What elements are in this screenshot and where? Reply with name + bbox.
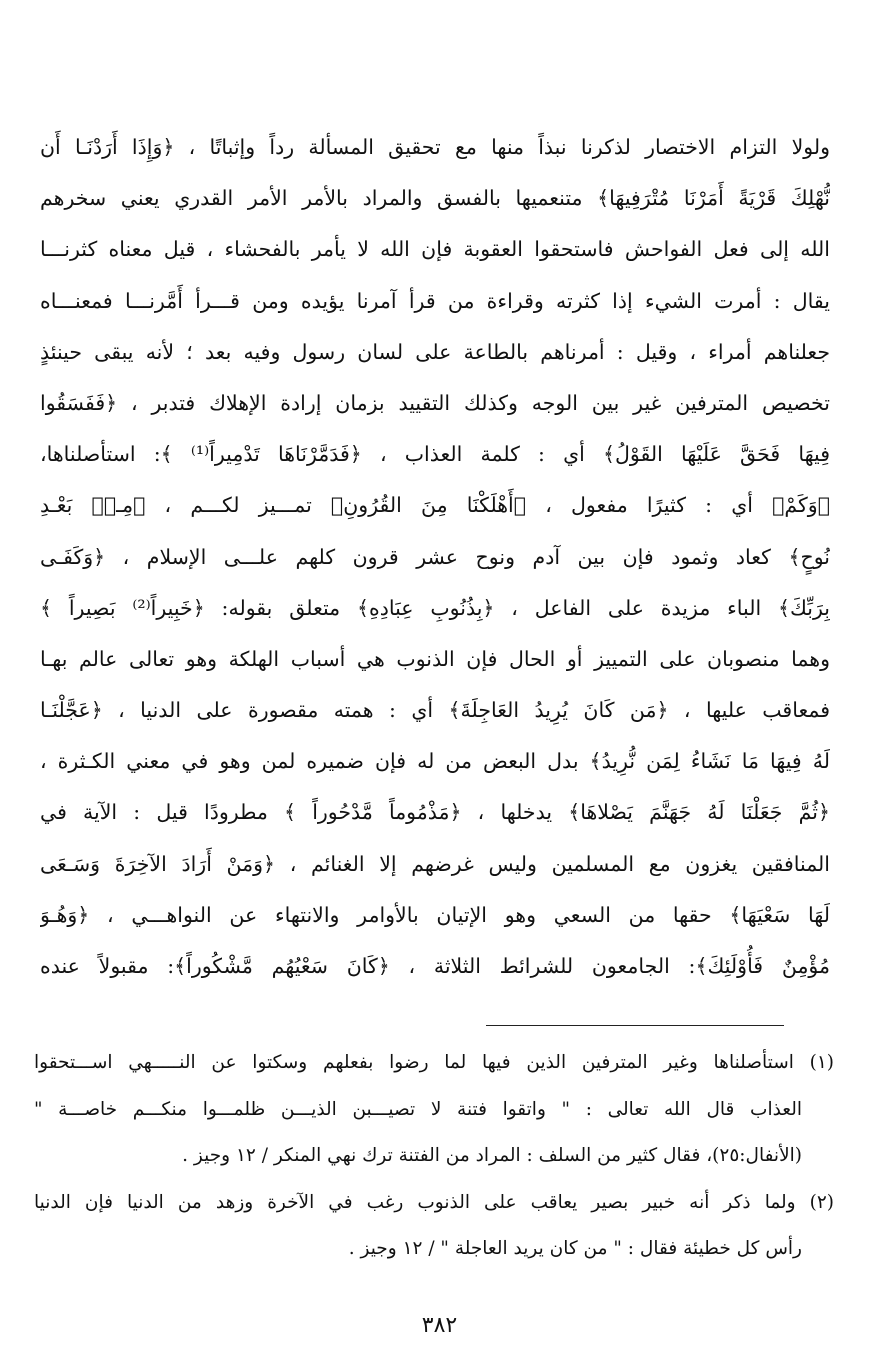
text-line: فمعاقب عليها ، ﴿مَن كَانَ يُرِيدُ العَاجِلَةَ﴾ أي : همته مقصورة على الدنيا ، ﴿عَجَّلْنَـا: [40, 698, 830, 723]
text-line: وهما منصوبان على التمييز أو الحال فإن الذنوب هي أسباب الهلكة وهو تعالى عالم بهـا: [40, 646, 830, 671]
text-line: ولولا التزام الاختصار لذكرنا نبذاً منها مع تحقيق المسألة رداً وإثباتًا ، ﴿وَإِذَا أَرَدْنَـا أَن: [40, 135, 830, 159]
text-line: يقال : أمرت الشيء إذا كثرته وقراءة من قرأ آمرنا يؤيده ومن قـــرأ أَمَّرنـــا فمعنـــاه: [40, 288, 830, 313]
text-line: جعلناهم أمراء ، وقيل : أمرناهم بالطاعة على لسان رسول وفيه بعد ؛ لأنه يبقى حينئذٍ: [40, 339, 830, 364]
text-line: الله إلى فعل الفواحش فاستحقوا العقوبة فإن الله لا يأمر بالفحشاء ، قيل معناه كثرنـــا: [40, 237, 830, 262]
text-line: ﴿وَكَمْ﴾ أي : كثيرًا مفعول ، ﴿أَهْلَكْنَا مِنَ القُرُونِ﴾ تمـــيز لكـــم ، ﴿مِـنۢ بَعْـدِ: [40, 493, 830, 518]
text-line: نُوحٍ﴾ كعاد وثمود فإن بين آدم ونوح عشر قرون كلهم علـــى الإسلام ، ﴿وَكَفَـى: [40, 544, 830, 569]
text-line: فِيهَا فَحَقَّ عَلَيْهَا القَوْلُ﴾ أي : كلمة العذاب ، ﴿فَدَمَّرْنَاهَا تَدْمِيراً⁽¹⁾ ﴾: استأصلناها،: [40, 442, 830, 467]
main-body-text: [40, 122, 830, 992]
footnote-line: العذاب قال الله تعالى : " واتقوا فتنة لا تصيـــبن الذيـــن ظلمـــوا منكـــم خاصـــة ": [34, 1098, 802, 1120]
page-number: ٣٨٢: [421, 1313, 458, 1338]
text-line: ﴿ثُمَّ جَعَلْنَا لَهُ جَهَنَّمَ يَصْلاهَا﴾ يدخلها ، ﴿مَذْمُوماً مَّدْحُوراً ﴾ مطرودًا قيل : الآية في: [40, 800, 830, 825]
text-line: المنافقين يغزون مع المسلمين وليس غرضهم إلا الغنائم ، ﴿وَمَنْ أَرَادَ الآخِرَةَ وَسَـعَى: [40, 851, 830, 876]
footnote-separator: [486, 1025, 784, 1026]
text-line: بِرَبِّكَ﴾ الباء مزيدة على الفاعل ، ﴿بِذُنُوبِ عِبَادِهِ﴾ متعلق بقوله: ﴿خَبِيراً⁽²⁾ بَصِيراً ﴾: [40, 595, 830, 620]
footnote-line: (الأنفال:٢٥)، فقال كثير من السلف : المراد من الفتنة ترك نهي المنكر / ١٢ وجيز .: [182, 1145, 802, 1166]
text-line: نُّهْلِكَ قَرْيَةً أَمَرْنَا مُتْرَفِيهَا﴾ متنعميها بالفسق والمراد بالأمر الأمر القدري يعني سخرهم: [40, 186, 830, 211]
footnotes: [34, 1040, 834, 1273]
footnote-line: رأس كل خطيئة فقال : " من كان يريد العاجلة " / ١٢ وجيز .: [348, 1238, 802, 1259]
footnote-line: (١) استأصلناها وغير المترفين الذين فيها لما رضوا بفعلهم وسكتوا عن النـــــهي اســـتحقوا: [34, 1052, 834, 1073]
text-line: لَهَا سَعْيَهَا﴾ حقها من السعي وهو الإتيان بالأوامر والانتهاء عن النواهـــي ، ﴿وَهُـوَ: [40, 902, 830, 927]
text-line: مُؤْمِنٌ فَأُوْلَئِكَ﴾: الجامعون للشرائط الثلاثة ، ﴿كَانَ سَعْيُهُم مَّشْكُوراً﴾: مقبولاً عنده: [40, 954, 830, 978]
text-line: تخصيص المترفين غير بين الوجه وكذلك التقييد بزمان إرادة الإهلاك فتدبر ، ﴿فَفَسَقُوا: [40, 390, 830, 415]
text-line: لَهُ فِيهَا مَا نَشَاءُ لِمَن نُّرِيدُ﴾ بدل البعض من له فإن ضميره لمن وهو في معني الكـثرة ،: [40, 749, 830, 774]
footnote-line: (٢) ولما ذكر أنه خبير بصير يعاقب على الذنوب رغب في الآخرة وزهد من الدنيا فإن الدنيا: [34, 1191, 834, 1213]
